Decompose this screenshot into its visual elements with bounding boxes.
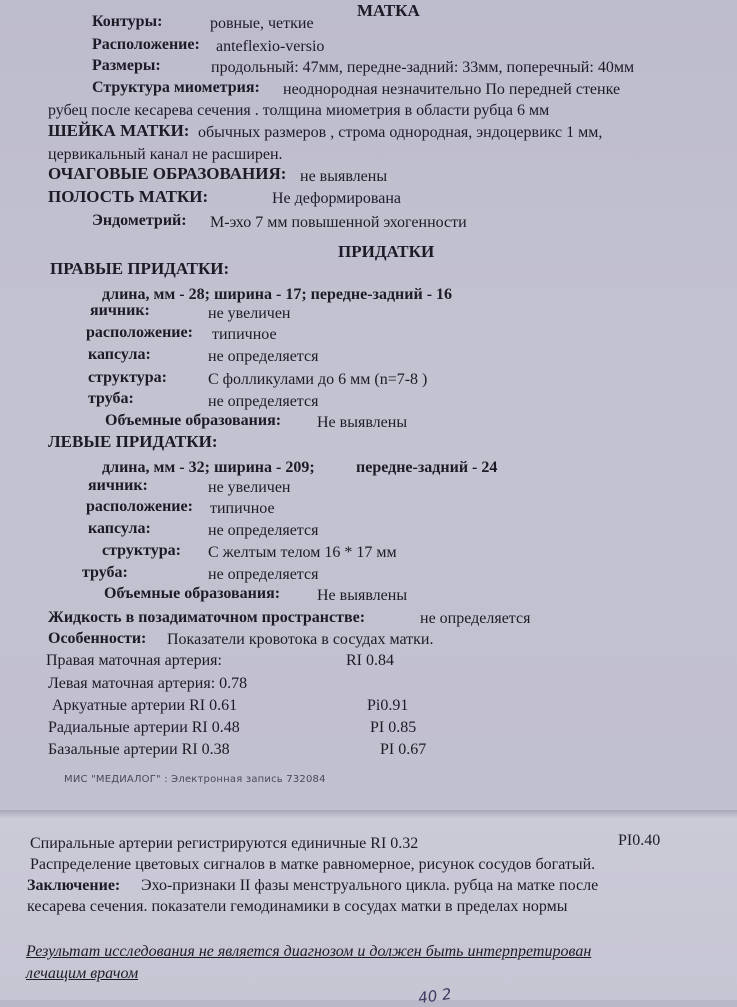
features-label: Особенности:	[48, 630, 147, 647]
right-mass-label: Объемные образования:	[105, 412, 282, 429]
conclusion-line2: кесарева сечения. показатели гемодинамики в сосудах матки в пределах нормы	[27, 898, 568, 915]
right-tube-value: не определяется	[208, 393, 319, 410]
size-value: продольный: 47мм, передне-задний: 33мм, поперечный: 40мм	[211, 59, 635, 76]
cavity-label: ПОЛОСТЬ МАТКИ:	[48, 187, 209, 206]
cervix-label: ШЕЙКА МАТКИ:	[48, 121, 190, 140]
left-structure-value: С желтым телом 16 * 17 мм	[208, 544, 397, 561]
right-structure-label: структура:	[88, 369, 167, 386]
left-tube-value: не определяется	[208, 566, 319, 583]
left-mass-value: Не выявлены	[317, 587, 408, 604]
spiral-pi: PI0.40	[618, 832, 661, 849]
size-label: Размеры:	[92, 57, 161, 74]
left-structure-label: структура:	[102, 542, 181, 559]
myometrium-label: Структура миометрия:	[92, 79, 260, 96]
basal-arteries: Базальные артерии RI 0.38	[48, 741, 230, 758]
conclusion-label: Заключение:	[27, 877, 121, 894]
conclusion-value: Эхо-признаки II фазы менструального цикла. рубца на матке после	[141, 877, 599, 894]
cavity-value: Не деформирована	[272, 190, 402, 207]
left-tube-label: труба:	[82, 564, 128, 581]
fluid-label: Жидкость в позадиматочном пространстве:	[48, 609, 366, 626]
right-adnexa-title: ПРАВЫЕ ПРИДАТКИ:	[50, 259, 230, 278]
left-ovary-label: яичник:	[88, 477, 148, 494]
myometrium-line2: рубец после кесарева сечения . толщина миометрия в области рубца 6 мм	[48, 102, 550, 119]
right-ovary-label: яичник:	[90, 302, 150, 319]
right-ovary-value: не увеличен	[208, 305, 291, 322]
cervix-value: обычных размеров , строма однородная, эндоцервикс 1 мм,	[198, 124, 603, 141]
radial-pi: PI 0.85	[370, 719, 417, 736]
right-location-label: расположение:	[86, 324, 193, 341]
right-mass-value: Не выявлены	[317, 414, 408, 431]
myometrium-value: неоднородная незначительно По передней стенке	[283, 81, 621, 98]
left-location-value: типичное	[210, 500, 275, 517]
left-location-label: расположение:	[86, 498, 193, 515]
right-uterine-artery: Правая маточная артерия:	[46, 652, 222, 669]
left-capsule-label: капсула:	[88, 520, 151, 537]
radial-arteries: Радиальные артерии RI 0.48	[48, 719, 240, 736]
arcuate-arteries: Аркуатные артерии RI 0.61	[52, 697, 238, 714]
fluid-value: не определяется	[420, 610, 531, 627]
spiral-arteries: Спиральные артерии регистрируются единичные RI 0.32	[30, 835, 419, 852]
left-adnexa-dims-a: длина, мм - 32; ширина - 209;	[102, 459, 315, 476]
left-adnexa-title: ЛЕВЫЕ ПРИДАТКИ:	[48, 432, 218, 451]
handwritten-mark: 40 2	[417, 984, 453, 1007]
right-capsule-label: капсула:	[88, 346, 151, 363]
disclaimer-line1: Результат исследования не является диагнозом и должен быть интерпретирован	[26, 943, 592, 960]
focal-value: не выявлены	[300, 168, 388, 185]
right-tube-label: труба:	[88, 390, 134, 407]
features-value: Показатели кровотока в сосудах матки.	[167, 631, 434, 648]
right-capsule-value: не определяется	[208, 348, 319, 365]
left-uterine-artery: Левая маточная артерия: 0.78	[48, 675, 248, 692]
right-adnexa-dims: длина, мм - 28; ширина - 17; передне-задний - 16	[102, 286, 453, 303]
position-label: Расположение:	[92, 36, 200, 53]
endometrium-value: М-эхо 7 мм повышенной эхогенности	[210, 214, 467, 231]
left-capsule-value: не определяется	[208, 522, 319, 539]
distribution-text: Распределение цветовых сигналов в матке равномерное, рисунок сосудов богатый.	[30, 856, 596, 873]
right-location-value: типичное	[212, 326, 277, 343]
cervix-line2: цервикальный канал не расширен.	[48, 146, 283, 163]
position-value: anteflexio-versio	[216, 38, 325, 55]
right-uterine-ri: RI 0.84	[346, 652, 394, 669]
basal-pi: PI 0.67	[380, 741, 427, 758]
right-structure-value: С фолликулами до 6 мм (n=7-8 )	[208, 371, 428, 388]
left-adnexa-dims-b: передне-задний - 24	[356, 459, 498, 476]
left-ovary-value: не увеличен	[208, 479, 291, 496]
contours-value: ровные, четкие	[210, 15, 314, 32]
endometrium-label: Эндометрий:	[92, 212, 187, 229]
arcuate-pi: Pi0.91	[367, 697, 409, 714]
uterus-title: МАТКА	[357, 1, 420, 20]
disclaimer-line2: лечащим врачом	[26, 965, 139, 982]
adnexa-title: ПРИДАТКИ	[338, 242, 435, 261]
contours-label: Контуры:	[92, 13, 163, 30]
left-mass-label: Объемные образования:	[104, 585, 281, 602]
focal-label: ОЧАГОВЫЕ ОБРАЗОВАНИЯ:	[48, 164, 287, 183]
footer-ehr-note: МИС "МЕДИАЛОГ" : Электронная запись 732084	[64, 774, 326, 785]
